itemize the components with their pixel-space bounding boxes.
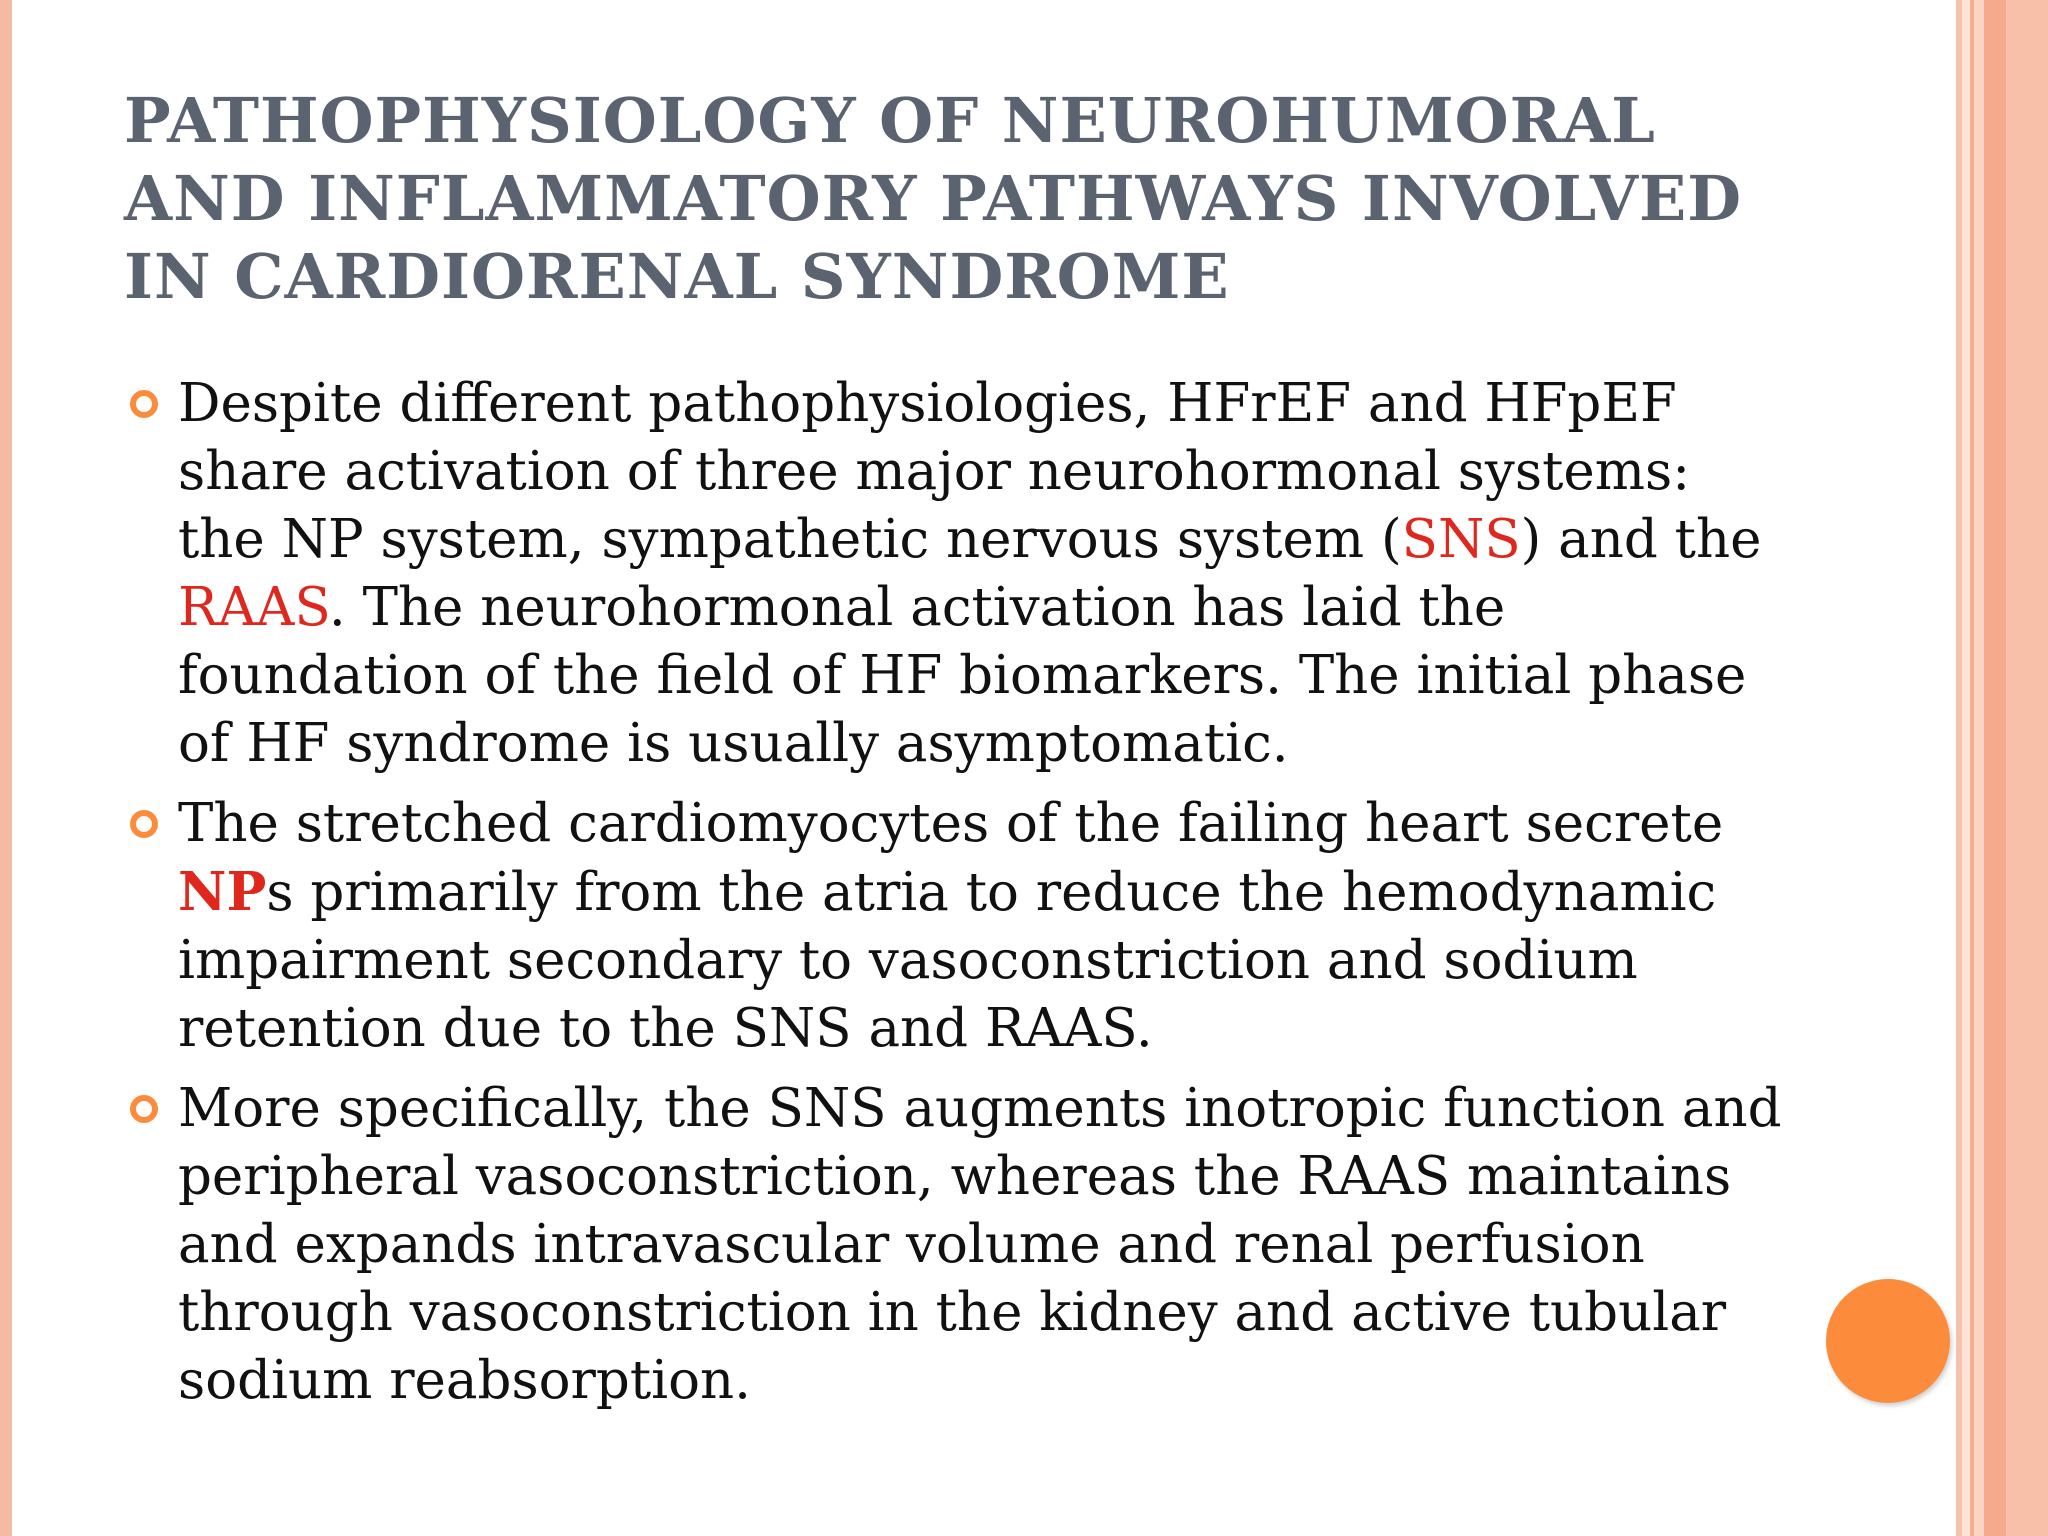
circle-bullet-icon: [130, 1095, 158, 1123]
circle-bullet-icon: [130, 390, 158, 418]
bullet-list: [130, 370, 1790, 1427]
highlighted-term: NP: [178, 861, 267, 923]
bullet-item: [130, 790, 1790, 1063]
orange-circle-decoration: [1826, 1279, 1950, 1403]
bullet-item: [130, 370, 1790, 778]
bullet-text: Despite different pathophysiologies, HFrEF and HFpEF share activation of three major neurohormonal systems: the NP system, sympathetic nervous system (: [178, 373, 1691, 570]
right-decorative-stripe: [1962, 0, 1970, 1536]
bullet-text: More specifically, the SNS augments inotropic function and peripheral vasoconstriction, whereas the RAAS maintains and expands intravascular volume and renal perfusion through vasoconstriction in the kidney and active tubular sodium reabsorption.: [178, 1078, 1782, 1411]
bullet-text: s primarily from the atria to reduce the hemodynamic impairment secondary to vasoconstriction and sodium retention due to the SNS and RAAS.: [178, 862, 1717, 1059]
bullet-text: The stretched cardiomyocytes of the failing heart secrete: [178, 793, 1724, 854]
highlighted-term: SNS: [1401, 509, 1521, 570]
bullet-item: [130, 1075, 1790, 1415]
highlighted-term: RAAS: [178, 577, 329, 638]
right-decorative-stripe: [1974, 0, 1984, 1536]
slide-title: PATHOPHYSIOLOGY OF NEUROHUMORAL AND INFLAMMATORY PATHWAYS INVOLVED IN CARDIORENAL SYNDROME: [124, 84, 1742, 313]
right-decorative-stripe: [2006, 0, 2048, 1536]
left-decorative-stripe: [0, 0, 12, 1536]
bullet-text: . The neurohormonal activation has laid the foundation of the field of HF biomarkers. The initial phase of HF syndrome is usually asymptomatic.: [178, 577, 1747, 774]
right-decorative-stripe: [1984, 0, 2006, 1536]
bullet-text: ) and the: [1520, 509, 1762, 570]
circle-bullet-icon: [130, 810, 158, 838]
